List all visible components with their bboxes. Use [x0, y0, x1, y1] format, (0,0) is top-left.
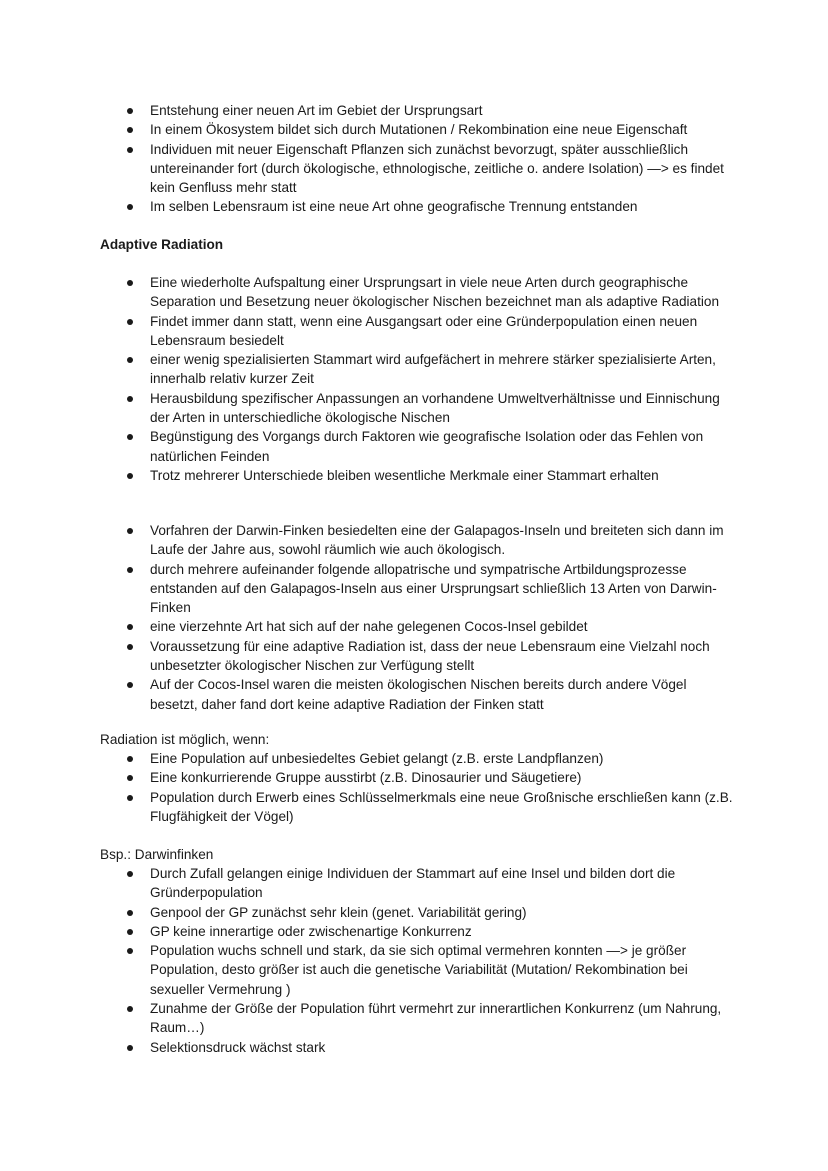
list-item: Herausbildung spezifischer Anpassungen an vorhandene Umweltverhältnisse und Einnischung der Arten in unterschiedliche ökologische Nischen — [125, 389, 737, 428]
list-item: Vorfahren der Darwin-Finken besiedelten eine der Galapagos-Inseln und breiteten sich dann im Laufe der Jahre aus, sowohl räumlich wie auch ökologisch. — [125, 521, 737, 560]
list-item: Auf der Cocos-Insel waren die meisten ökologischen Nischen bereits durch andere Vögel besetzt, daher fand dort keine adaptive Radiation der Finken statt — [125, 675, 737, 714]
list-item: Eine wiederholte Aufspaltung einer Ursprungsart in viele neue Arten durch geographische Separation und Besetzung neuer ökologischer Nischen bezeichnet man als adaptive Radiation — [125, 273, 737, 312]
list-item: Eine Population auf unbesiedeltes Gebiet gelangt (z.B. erste Landpflanzen) — [125, 749, 737, 768]
list-item: Population wuchs schnell und stark, da sie sich optimal vermehren konnten —> je größer Population, desto größer ist auch die genetische Variabilität (Mutation/ Rekombination bei sexueller Vermehrung ) — [125, 941, 737, 999]
radiation-condition-label: Radiation ist möglich, wenn: — [100, 732, 270, 747]
list-item: Begünstigung des Vorgangs durch Faktoren wie geografische Isolation oder das Fehlen von natürlichen Feinden — [125, 427, 737, 466]
list-item: Trotz mehrerer Unterschiede bleiben wesentliche Merkmale einer Stammart erhalten — [125, 466, 737, 485]
list-item: einer wenig spezialisierten Stammart wird aufgefächert in mehrere stärker spezialisierte Arten, innerhalb relativ kurzer Zeit — [125, 350, 737, 389]
example-label: Bsp.: Darwinfinken — [100, 847, 214, 862]
list-item: Voraussetzung für eine adaptive Radiation ist, dass der neue Lebensraum eine Vielzahl noch unbesetzter ökologischer Nischen zur Verfügung stellt — [125, 637, 737, 676]
radiation-bullet-list — [125, 749, 737, 826]
list-item: Entstehung einer neuen Art im Gebiet der Ursprungsart — [125, 101, 737, 120]
example-bullet-list — [125, 864, 737, 1057]
section-heading-adaptive-radiation: Adaptive Radiation — [100, 237, 224, 252]
list-item: Im selben Lebensraum ist eine neue Art ohne geografische Trennung entstanden — [125, 197, 737, 216]
intro-bullet-list — [125, 101, 737, 217]
adaptive-bullet-list-2 — [125, 521, 737, 714]
list-item: durch mehrere aufeinander folgende allopatrische und sympatrische Artbildungsprozesse entstanden auf den Galapagos-Inseln aus einer Ursprungsart schließlich 13 Arten von Darwin-Finken — [125, 560, 737, 618]
list-item: GP keine innerartige oder zwischenartige Konkurrenz — [125, 922, 737, 941]
list-item: Eine konkurrierende Gruppe ausstirbt (z.B. Dinosaurier und Säugetiere) — [125, 768, 737, 787]
list-item: Genpool der GP zunächst sehr klein (genet. Variabilität gering) — [125, 903, 737, 922]
list-item: In einem Ökosystem bildet sich durch Mutationen / Rekombination eine neue Eigenschaft — [125, 120, 737, 139]
list-item: Population durch Erwerb eines Schlüsselmerkmals eine neue Großnische erschließen kann (z.B. Flugfähigkeit der Vögel) — [125, 788, 737, 827]
list-item: eine vierzehnte Art hat sich auf der nahe gelegenen Cocos-Insel gebildet — [125, 617, 737, 636]
list-item: Findet immer dann statt, wenn eine Ausgangsart oder eine Gründerpopulation einen neuen Lebensraum besiedelt — [125, 312, 737, 351]
list-item: Durch Zufall gelangen einige Individuen der Stammart auf eine Insel und bilden dort die Gründerpopulation — [125, 864, 737, 903]
list-item: Zunahme der Größe der Population führt vermehrt zur innerartlichen Konkurrenz (um Nahrung, Raum…) — [125, 999, 737, 1038]
list-item: Selektionsdruck wächst stark — [125, 1038, 737, 1057]
adaptive-bullet-list-1 — [125, 273, 737, 485]
list-item: Individuen mit neuer Eigenschaft Pflanzen sich zunächst bevorzugt, später ausschließlich untereinander fort (durch ökologische, ethnologische, zeitliche o. andere Isolation) —> es findet kein Genfluss mehr statt — [125, 140, 737, 198]
